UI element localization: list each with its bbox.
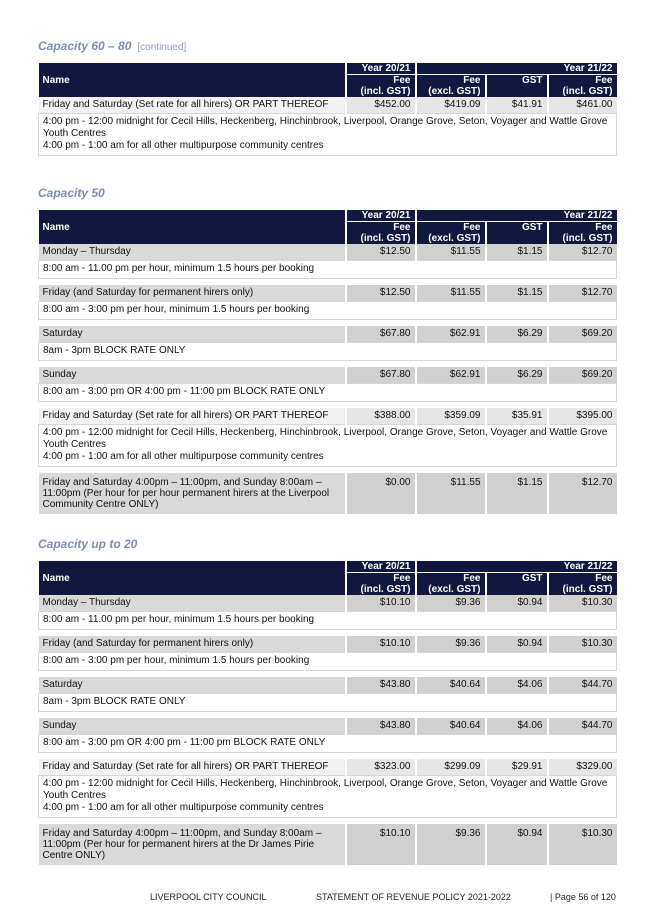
col-header-fee-excl	[416, 573, 486, 596]
fee-table	[38, 561, 617, 865]
col-header-year-20-21: Year 20/21	[346, 561, 416, 573]
description-line: 4:00 pm - 1:00 am for all other multipurpose community centres	[43, 451, 324, 462]
fee-name: Friday and Saturday (Set rate for all hirers) OR PART THEREOF	[39, 97, 346, 114]
fee-2021-incl-gst: $12.50	[346, 244, 416, 261]
fee-2122-incl-gst: $69.20	[548, 367, 617, 384]
fee-2021-incl-gst: $67.80	[346, 367, 416, 384]
fee-2021-incl-gst: $43.80	[346, 718, 416, 735]
fee-2122-excl-gst: $62.91	[416, 367, 486, 384]
footer-doc-title: STATEMENT OF REVENUE POLICY 2021-2022	[316, 892, 511, 902]
col-header-name: Name	[39, 63, 346, 97]
header-fee-qualifier: (excl. GST)	[428, 86, 481, 97]
description-line: 8am - 3pm BLOCK RATE ONLY	[43, 696, 186, 707]
footer-org: LIVERPOOL CITY COUNCIL	[150, 892, 267, 902]
description-line: 4:00 pm - 12:00 midnight for Cecil Hills, Heckenberg, Hinchinbrook, Liverpool, Orange Grove, Seton, Voyager and Wattle Grove Youth Centres	[43, 116, 608, 139]
fee-2122-excl-gst: $11.55	[416, 285, 486, 302]
row-description	[39, 114, 617, 156]
header-gst-label: GST	[521, 222, 543, 233]
description-line: 8am - 3pm BLOCK RATE ONLY	[43, 345, 186, 356]
row-description	[39, 735, 617, 753]
fee-name: Monday – Thursday	[39, 244, 346, 261]
description-line: 8:00 am - 3:00 pm OR 4:00 pm - 11:00 pm BLOCK RATE ONLY	[43, 386, 326, 397]
gst-amount: $4.06	[486, 718, 548, 735]
row-description	[39, 302, 617, 320]
header-fee-label: Fee	[463, 573, 481, 584]
col-header-year-20-21: Year 20/21	[346, 63, 416, 75]
description-cell	[39, 343, 617, 361]
fee-2021-incl-gst: $10.10	[346, 824, 416, 865]
description-line: 8:00 am - 3:00 pm per hour, minimum 1.5 hours per booking	[43, 655, 310, 666]
table-row	[39, 285, 617, 302]
header-spacer	[491, 584, 543, 595]
description-line: 4:00 pm - 12:00 midnight for Cecil Hills, Heckenberg, Hinchinbrook, Liverpool, Orange Grove, Seton, Voyager and Wattle Grove Youth Centres	[43, 778, 608, 801]
table-row	[39, 718, 617, 735]
gst-amount: $0.94	[486, 595, 548, 612]
fee-2122-incl-gst: $461.00	[548, 97, 617, 114]
fee-2122-incl-gst: $329.00	[548, 759, 617, 776]
table-row	[39, 367, 617, 384]
header-fee-label: Fee	[595, 573, 613, 584]
col-header-year-20-21: Year 20/21	[346, 210, 416, 222]
header-fee-qualifier: (excl. GST)	[428, 233, 481, 244]
gst-amount: $4.06	[486, 677, 548, 694]
fee-2122-excl-gst: $11.55	[416, 244, 486, 261]
col-header-fee-incl-2021	[346, 573, 416, 596]
header-fee-qualifier: (incl. GST)	[562, 86, 613, 97]
row-description	[39, 343, 617, 361]
row-description	[39, 612, 617, 630]
fee-2122-excl-gst: $359.09	[416, 408, 486, 425]
fee-name: Friday and Saturday 4:00pm – 11:00pm, and Sunday 8:00am – 11:00pm (Per hour for per hour permanent hirers at the Liverpool Community Centre ONLY)	[39, 473, 346, 514]
header-fee-label: Fee	[595, 75, 613, 86]
section-title	[38, 185, 616, 201]
fee-2122-incl-gst: $12.70	[548, 473, 617, 514]
section-title-text: Capacity 60 – 80	[38, 39, 132, 53]
row-description	[39, 261, 617, 279]
col-header-fee-excl	[416, 222, 486, 245]
header-fee-qualifier: (incl. GST)	[562, 584, 613, 595]
description-cell	[39, 653, 617, 671]
description-line: 8:00 am - 3:00 pm per hour, minimum 1.5 hours per booking	[43, 304, 310, 315]
fee-name: Sunday	[39, 367, 346, 384]
description-cell	[39, 776, 617, 818]
fee-name: Friday and Saturday (Set rate for all hirers) OR PART THEREOF	[39, 759, 346, 776]
header-gst-label: GST	[521, 75, 543, 86]
header-row-years	[39, 561, 617, 573]
continued-label: [continued]	[137, 42, 187, 53]
row-description	[39, 384, 617, 402]
section-title	[38, 536, 616, 552]
header-row-years	[39, 210, 617, 222]
header-fee-qualifier: (incl. GST)	[562, 233, 613, 244]
description-cell	[39, 384, 617, 402]
table-row	[39, 244, 617, 261]
section-title	[38, 38, 616, 54]
fee-2122-excl-gst: $40.64	[416, 718, 486, 735]
row-description	[39, 653, 617, 671]
col-header-year-21-22: Year 21/22	[416, 561, 617, 573]
fee-name: Friday and Saturday 4:00pm – 11:00pm, and Sunday 8:00am – 11:00pm (Per hour for permanent hirers at the Dr James Pirie Centre ONLY)	[39, 824, 346, 865]
description-cell	[39, 735, 617, 753]
description-cell	[39, 694, 617, 712]
fee-2122-excl-gst: $9.36	[416, 595, 486, 612]
fee-2122-excl-gst: $40.64	[416, 677, 486, 694]
fee-2122-incl-gst: $44.70	[548, 718, 617, 735]
gst-amount: $29.91	[486, 759, 548, 776]
fee-2122-excl-gst: $62.91	[416, 326, 486, 343]
col-header-gst	[486, 573, 548, 596]
fee-name: Saturday	[39, 677, 346, 694]
table-row	[39, 677, 617, 694]
fee-2122-incl-gst: $69.20	[548, 326, 617, 343]
table-row	[39, 408, 617, 425]
col-header-fee-incl-2122	[548, 75, 617, 98]
fee-2021-incl-gst: $323.00	[346, 759, 416, 776]
header-fee-qualifier: (excl. GST)	[428, 584, 481, 595]
description-line: 8:00 am - 11.00 pm per hour, minimum 1.5 hours per booking	[43, 263, 315, 274]
gst-amount: $0.94	[486, 636, 548, 653]
fee-2122-incl-gst: $12.70	[548, 285, 617, 302]
description-cell	[39, 612, 617, 630]
fee-name: Sunday	[39, 718, 346, 735]
fee-2021-incl-gst: $67.80	[346, 326, 416, 343]
gst-amount: $1.15	[486, 285, 548, 302]
col-header-gst	[486, 75, 548, 98]
header-fee-label: Fee	[393, 222, 411, 233]
fee-2122-incl-gst: $10.30	[548, 824, 617, 865]
row-description	[39, 776, 617, 818]
fee-2021-incl-gst: $388.00	[346, 408, 416, 425]
table-row	[39, 824, 617, 865]
page-footer	[0, 892, 653, 904]
fee-2122-incl-gst: $10.30	[548, 595, 617, 612]
fee-2122-excl-gst: $419.09	[416, 97, 486, 114]
table-row	[39, 326, 617, 343]
fee-2122-excl-gst: $299.09	[416, 759, 486, 776]
fee-2021-incl-gst: $0.00	[346, 473, 416, 514]
fee-2122-incl-gst: $395.00	[548, 408, 617, 425]
header-spacer	[491, 233, 543, 244]
section-capacity-60-80	[38, 38, 616, 156]
gst-amount: $1.15	[486, 473, 548, 514]
section-capacity-up-to-20	[38, 536, 616, 865]
gst-amount: $41.91	[486, 97, 548, 114]
col-header-name: Name	[39, 210, 346, 244]
header-fee-label: Fee	[463, 222, 481, 233]
col-header-fee-incl-2021	[346, 222, 416, 245]
fee-2122-excl-gst: $9.36	[416, 824, 486, 865]
col-header-name: Name	[39, 561, 346, 595]
col-header-fee-incl-2021	[346, 75, 416, 98]
table-row	[39, 759, 617, 776]
description-cell	[39, 114, 617, 156]
fee-2021-incl-gst: $10.10	[346, 595, 416, 612]
section-capacity-50	[38, 185, 616, 514]
gst-amount: $6.29	[486, 367, 548, 384]
section-title-text: Capacity 50	[38, 186, 105, 200]
gst-amount: $0.94	[486, 824, 548, 865]
gst-amount: $6.29	[486, 326, 548, 343]
description-line: 4:00 pm - 1:00 am for all other multipurpose community centres	[43, 802, 324, 813]
table-row	[39, 97, 617, 114]
fee-name: Monday – Thursday	[39, 595, 346, 612]
fee-2021-incl-gst: $43.80	[346, 677, 416, 694]
fee-2021-incl-gst: $10.10	[346, 636, 416, 653]
fee-2021-incl-gst: $452.00	[346, 97, 416, 114]
description-cell	[39, 261, 617, 279]
header-fee-qualifier: (incl. GST)	[360, 584, 411, 595]
header-fee-label: Fee	[393, 573, 411, 584]
header-fee-label: Fee	[393, 75, 411, 86]
gst-amount: $35.91	[486, 408, 548, 425]
description-line: 4:00 pm - 1:00 am for all other multipurpose community centres	[43, 140, 324, 151]
header-fee-qualifier: (incl. GST)	[360, 233, 411, 244]
fee-2122-excl-gst: $9.36	[416, 636, 486, 653]
col-header-year-21-22: Year 21/22	[416, 210, 617, 222]
description-line: 8:00 am - 3:00 pm OR 4:00 pm - 11:00 pm BLOCK RATE ONLY	[43, 737, 326, 748]
fee-table	[38, 210, 617, 514]
header-gst-label: GST	[521, 573, 543, 584]
fee-2122-incl-gst: $10.30	[548, 636, 617, 653]
table-row	[39, 595, 617, 612]
row-description	[39, 694, 617, 712]
header-fee-label: Fee	[595, 222, 613, 233]
col-header-fee-incl-2122	[548, 222, 617, 245]
col-header-fee-excl	[416, 75, 486, 98]
gst-amount: $1.15	[486, 244, 548, 261]
row-description	[39, 425, 617, 467]
col-header-fee-incl-2122	[548, 573, 617, 596]
description-cell	[39, 425, 617, 467]
fee-2122-incl-gst: $12.70	[548, 244, 617, 261]
fee-2122-excl-gst: $11.55	[416, 473, 486, 514]
header-fee-qualifier: (incl. GST)	[360, 86, 411, 97]
section-title-text: Capacity up to 20	[38, 537, 138, 551]
col-header-year-21-22: Year 21/22	[416, 63, 617, 75]
fee-name: Saturday	[39, 326, 346, 343]
header-row-years	[39, 63, 617, 75]
description-line: 4:00 pm - 12:00 midnight for Cecil Hills, Heckenberg, Hinchinbrook, Liverpool, Orange Grove, Seton, Voyager and Wattle Grove Youth Centres	[43, 427, 608, 450]
table-row	[39, 473, 617, 514]
fee-name: Friday (and Saturday for permanent hirers only)	[39, 285, 346, 302]
fee-2122-incl-gst: $44.70	[548, 677, 617, 694]
header-spacer	[491, 86, 543, 97]
fee-table	[38, 63, 617, 156]
fee-name: Friday (and Saturday for permanent hirers only)	[39, 636, 346, 653]
header-fee-label: Fee	[463, 75, 481, 86]
col-header-gst	[486, 222, 548, 245]
fee-2021-incl-gst: $12.50	[346, 285, 416, 302]
description-cell	[39, 302, 617, 320]
description-line: 8:00 am - 11.00 pm per hour, minimum 1.5 hours per booking	[43, 614, 315, 625]
fee-name: Friday and Saturday (Set rate for all hirers) OR PART THEREOF	[39, 408, 346, 425]
table-row	[39, 636, 617, 653]
footer-page-number: | Page 56 of 120	[550, 892, 616, 902]
